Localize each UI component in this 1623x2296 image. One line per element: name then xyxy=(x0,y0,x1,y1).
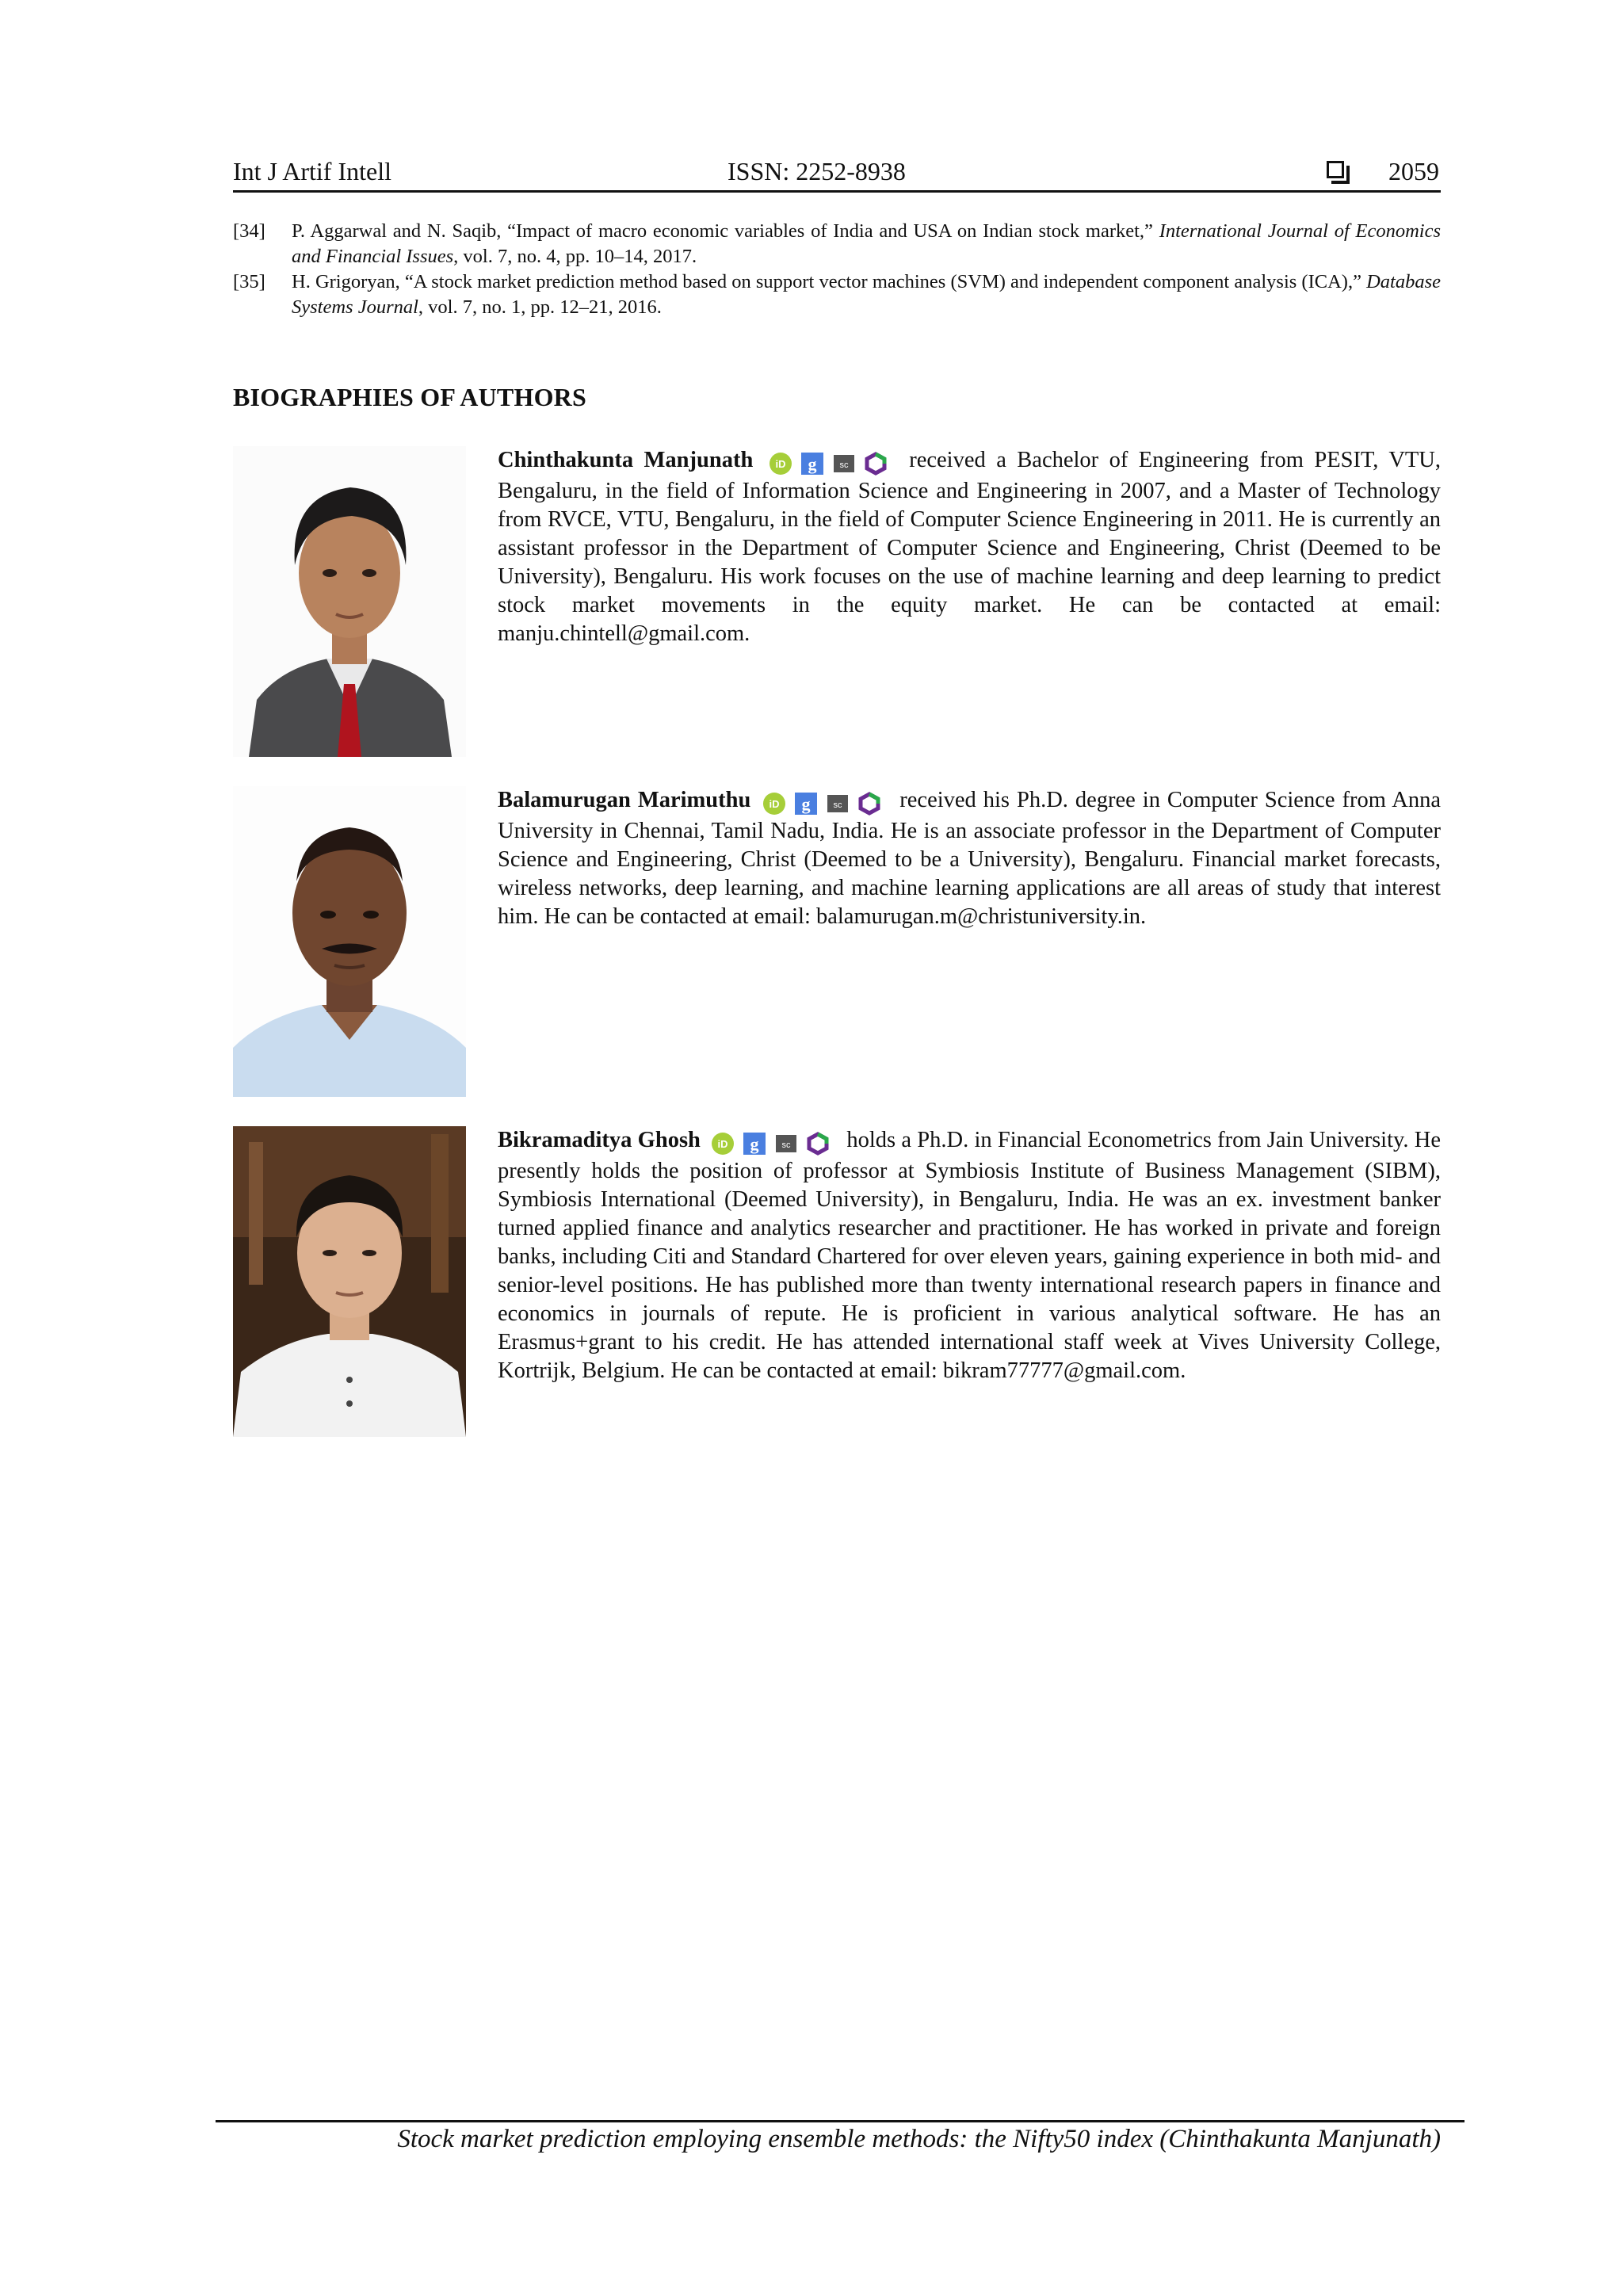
google-scholar-icon[interactable] xyxy=(800,452,824,476)
reference-number: [34] xyxy=(233,220,265,242)
author-profile-links xyxy=(762,789,889,817)
orcid-icon[interactable] xyxy=(711,1132,735,1156)
scopus-icon[interactable] xyxy=(832,452,856,476)
author-name: Chinthakunta Manjunath xyxy=(498,448,754,472)
reference-journal: International Journal of Economics and Financial Issues xyxy=(292,220,1441,267)
author-portrait-3 xyxy=(233,1126,466,1437)
google-scholar-icon[interactable] xyxy=(743,1132,766,1156)
author-bio-text: holds a Ph.D. in Financial Econometrics from Jain University. He presently holds the position of professor at Symbiosis Institute of Business Management (SIBM), Symbiosis International (Deemed University), in Bengaluru, India. He was an ex. investment banker turned applied finance and analytics researcher and practitioner. He has worked in private and foreign banks, including Citi and Standard Chartered for over eleven years, gaining experience in both mid- and senior-level positions. He has published more than twenty international research papers in finance and economics in journals of repute. He is proficient in various analytical software. He has an Erasmus+grant to his credit. He has attended international staff week at Vives University College, Kortrijk, Belgium. He can be contacted at email: bikram77777@gmail.com. xyxy=(498,1128,1442,1383)
publons-icon[interactable] xyxy=(857,792,881,816)
reference-text xyxy=(292,269,1441,320)
svg-text:g: g xyxy=(750,1134,759,1155)
svg-text:sc: sc xyxy=(833,800,842,811)
reference-number: [35] xyxy=(233,271,265,292)
reference-details: , vol. 7, no. 1, pp. 12–21, 2016. xyxy=(418,296,662,318)
author-name: Balamurugan Marimuthu xyxy=(498,788,751,812)
publons-icon[interactable] xyxy=(806,1132,830,1156)
svg-text:sc: sc xyxy=(781,1140,791,1151)
author-photo xyxy=(233,786,466,1097)
author-bio xyxy=(498,1126,1441,1385)
reference-item xyxy=(233,219,1441,269)
page-number: 2059 xyxy=(1388,157,1439,185)
author-name: Bikramaditya Ghosh xyxy=(498,1128,701,1152)
author-bio-text: received his Ph.D. degree in Computer Science from Anna University in Chennai, Tamil Nadu, India. He is an associate professor in the Department of Computer Science and Engineering, Christ (Deemed to be a University), Bengaluru. Financial market forecasts, wireless networks, deep learning, and machine learning applications are all areas of study that interest him. He can be contacted at email: balamurugan.m@christuniversity.in. xyxy=(498,788,1441,929)
section-heading: BIOGRAPHIES OF AUTHORS xyxy=(233,383,586,411)
scopus-icon[interactable] xyxy=(774,1132,798,1156)
author-portrait-2 xyxy=(233,786,466,1097)
svg-text:sc: sc xyxy=(839,460,849,471)
author-profile-links xyxy=(769,449,896,477)
journal-name: Int J Artif Intell xyxy=(233,157,391,185)
svg-text:iD: iD xyxy=(775,458,786,471)
page-box-icon xyxy=(1327,161,1344,178)
author-profile-links xyxy=(711,1129,838,1157)
svg-text:iD: iD xyxy=(769,798,780,811)
orcid-icon[interactable] xyxy=(762,792,786,816)
reference-list xyxy=(233,219,1441,320)
running-header xyxy=(233,154,1441,193)
author-bio-text: received a Bachelor of Engineering from PESIT, VTU, Bengaluru, in the field of Information Science and Engineering in 2007, and a Master of Technology from RVCE, VTU, Bengaluru, in the field of Computer Science Engineering in 2011. He is currently an assistant professor in the Department of Computer Science and Engineering, Christ (Deemed to be University), Bengaluru. His work focuses on the use of machine learning and deep learning to predict stock market movements in the equity market. He can be contacted at email: manju.chintell@gmail.com. xyxy=(498,448,1442,646)
issn: ISSN: 2252-8938 xyxy=(727,157,906,185)
reference-body: P. Aggarwal and N. Saqib, “Impact of macro economic variables of India and USA on Indian stock market,” xyxy=(292,220,1159,242)
scopus-icon[interactable] xyxy=(826,792,850,816)
footer-rule xyxy=(216,2120,1465,2122)
svg-text:g: g xyxy=(808,454,817,475)
google-scholar-icon[interactable] xyxy=(794,792,818,816)
author-bio xyxy=(498,446,1441,648)
author-portrait-1 xyxy=(233,446,466,757)
svg-text:g: g xyxy=(801,794,811,815)
reference-journal: Database Systems Journal xyxy=(292,271,1441,318)
reference-text xyxy=(292,219,1441,269)
reference-body: H. Grigoryan, “A stock market prediction method based on support vector machines (SVM) and independent component analysis (ICA),” xyxy=(292,271,1367,292)
reference-details: , vol. 7, no. 4, pp. 10–14, 2017. xyxy=(453,246,697,267)
running-title: Stock market prediction employing ensemble methods: the Nifty50 index (Chinthakunta Manjunath) xyxy=(397,2125,1441,2153)
author-photo xyxy=(233,446,466,757)
svg-text:iD: iD xyxy=(717,1138,728,1151)
orcid-icon[interactable] xyxy=(769,452,792,476)
reference-item xyxy=(233,269,1441,320)
publons-icon[interactable] xyxy=(864,452,888,476)
author-photo xyxy=(233,1126,466,1437)
author-bio xyxy=(498,786,1441,931)
